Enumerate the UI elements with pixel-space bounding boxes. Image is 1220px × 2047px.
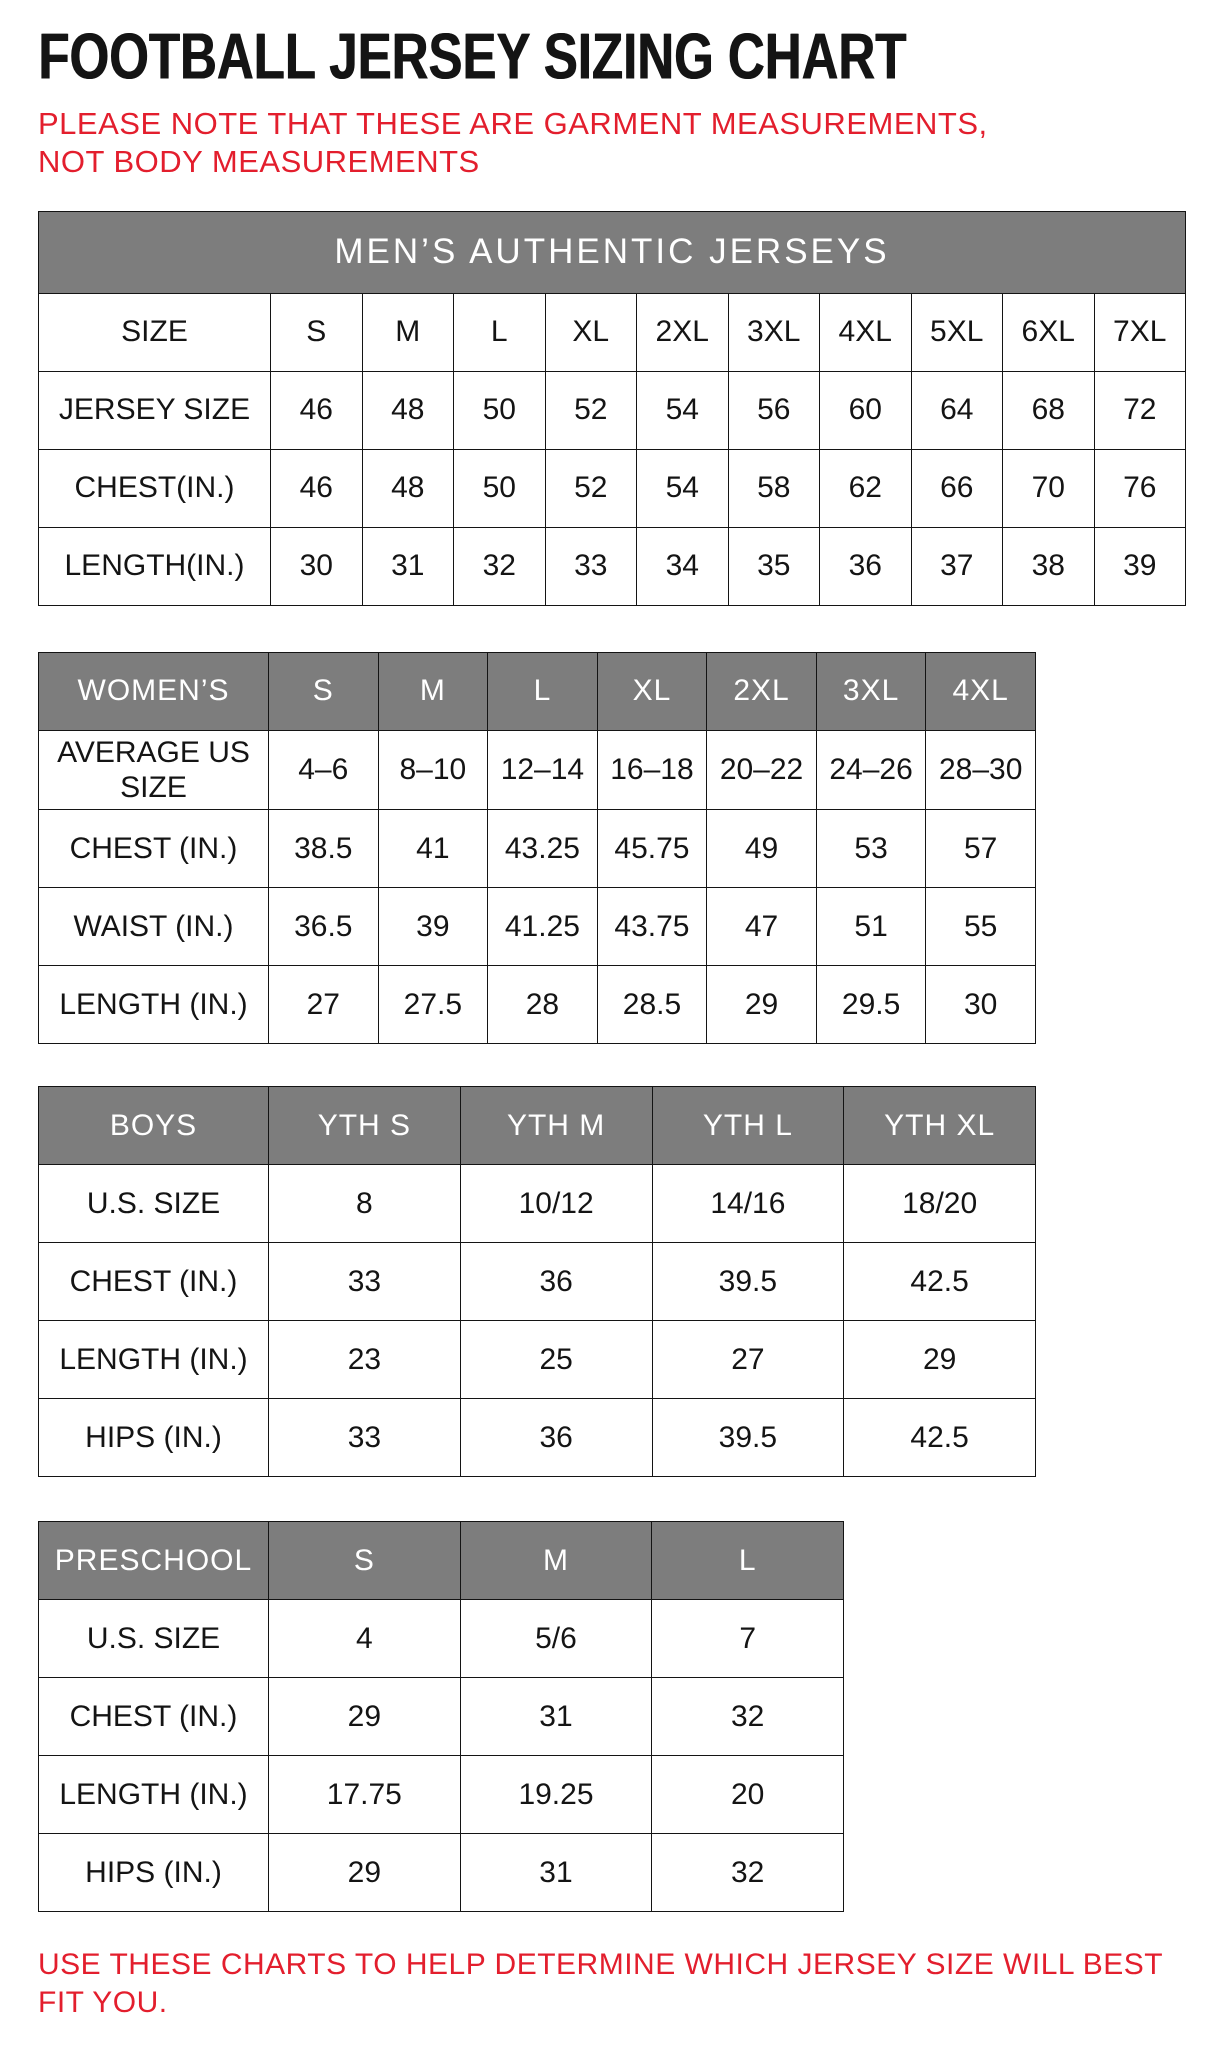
table-row bbox=[39, 1243, 1036, 1321]
page-title: FOOTBALL JERSEY SIZING CHART bbox=[38, 20, 907, 93]
data-cell: 16–18 bbox=[597, 730, 707, 810]
table-row bbox=[39, 1600, 844, 1678]
data-cell: S bbox=[271, 293, 363, 371]
data-cell: 6XL bbox=[1003, 293, 1095, 371]
data-cell: 20 bbox=[652, 1756, 844, 1834]
data-cell: 2XL bbox=[637, 293, 729, 371]
table-row bbox=[39, 1678, 844, 1756]
data-cell: 39.5 bbox=[652, 1399, 844, 1477]
row-label-cell: HIPS (IN.) bbox=[39, 1399, 269, 1477]
data-cell: 35 bbox=[728, 527, 820, 605]
banner-row bbox=[39, 211, 1186, 293]
data-cell: 4XL bbox=[820, 293, 912, 371]
data-cell: 33 bbox=[545, 527, 637, 605]
data-cell: L bbox=[454, 293, 546, 371]
data-cell: 45.75 bbox=[597, 810, 707, 888]
data-cell: 20–22 bbox=[707, 730, 817, 810]
data-cell: 33 bbox=[269, 1243, 461, 1321]
column-header-cell: XL bbox=[597, 652, 707, 730]
data-cell: 36 bbox=[460, 1399, 652, 1477]
data-cell: 7 bbox=[652, 1600, 844, 1678]
corner-header-cell: BOYS bbox=[39, 1087, 269, 1165]
table-row bbox=[39, 1399, 1036, 1477]
data-cell: 8–10 bbox=[378, 730, 488, 810]
preschool-table-section bbox=[38, 1521, 1180, 1912]
column-header-cell: 2XL bbox=[707, 652, 817, 730]
data-cell: 28.5 bbox=[597, 966, 707, 1044]
data-cell: 24–26 bbox=[816, 730, 926, 810]
data-cell: 27 bbox=[269, 966, 379, 1044]
data-cell: 41 bbox=[378, 810, 488, 888]
data-cell: 70 bbox=[1003, 449, 1095, 527]
data-cell: 37 bbox=[911, 527, 1003, 605]
table-row bbox=[39, 1165, 1036, 1243]
header-row bbox=[39, 1087, 1036, 1165]
data-cell: 33 bbox=[269, 1399, 461, 1477]
data-cell: 39 bbox=[378, 888, 488, 966]
data-cell: 72 bbox=[1094, 371, 1186, 449]
data-cell: 53 bbox=[816, 810, 926, 888]
preschool-sizing-table bbox=[38, 1521, 844, 1912]
data-cell: 23 bbox=[269, 1321, 461, 1399]
row-label-cell: SIZE bbox=[39, 293, 271, 371]
data-cell: 47 bbox=[707, 888, 817, 966]
data-cell: 29 bbox=[707, 966, 817, 1044]
data-cell: 43.75 bbox=[597, 888, 707, 966]
data-cell: 8 bbox=[269, 1165, 461, 1243]
row-label-cell: CHEST(IN.) bbox=[39, 449, 271, 527]
column-header-cell: S bbox=[269, 652, 379, 730]
data-cell: 58 bbox=[728, 449, 820, 527]
column-header-cell: M bbox=[378, 652, 488, 730]
data-cell: 46 bbox=[271, 371, 363, 449]
data-cell: 31 bbox=[460, 1678, 652, 1756]
row-label-cell: CHEST (IN.) bbox=[39, 810, 269, 888]
data-cell: 48 bbox=[362, 449, 454, 527]
data-cell: 31 bbox=[460, 1834, 652, 1912]
data-cell: 18/20 bbox=[844, 1165, 1036, 1243]
data-cell: 5/6 bbox=[460, 1600, 652, 1678]
data-cell: 36.5 bbox=[269, 888, 379, 966]
column-header-cell: S bbox=[269, 1522, 461, 1600]
data-cell: 5XL bbox=[911, 293, 1003, 371]
table-row bbox=[39, 810, 1036, 888]
row-label-cell: JERSEY SIZE bbox=[39, 371, 271, 449]
data-cell: 42.5 bbox=[844, 1399, 1036, 1477]
data-cell: 30 bbox=[926, 966, 1036, 1044]
column-header-cell: YTH S bbox=[269, 1087, 461, 1165]
data-cell: 68 bbox=[1003, 371, 1095, 449]
table-row bbox=[39, 293, 1186, 371]
table-row bbox=[39, 888, 1036, 966]
column-header-cell: 4XL bbox=[926, 652, 1036, 730]
table-row bbox=[39, 449, 1186, 527]
mens-table-section bbox=[38, 211, 1180, 606]
data-cell: 27 bbox=[652, 1321, 844, 1399]
boys-sizing-table bbox=[38, 1086, 1036, 1477]
data-cell: 39 bbox=[1094, 527, 1186, 605]
fit-advice-note: USE THESE CHARTS TO HELP DETERMINE WHICH JERSEY SIZE WILL BEST FIT YOU. bbox=[38, 1948, 1163, 2019]
mens-sizing-table bbox=[38, 211, 1186, 606]
corner-header-cell: WOMEN’S bbox=[39, 652, 269, 730]
row-label-cell: LENGTH (IN.) bbox=[39, 966, 269, 1044]
data-cell: 36 bbox=[820, 527, 912, 605]
data-cell: 30 bbox=[271, 527, 363, 605]
row-label-cell: LENGTH(IN.) bbox=[39, 527, 271, 605]
data-cell: 52 bbox=[545, 371, 637, 449]
data-cell: 50 bbox=[454, 371, 546, 449]
row-label-cell: LENGTH (IN.) bbox=[39, 1321, 269, 1399]
data-cell: 48 bbox=[362, 371, 454, 449]
row-label-cell: LENGTH (IN.) bbox=[39, 1756, 269, 1834]
header-row bbox=[39, 652, 1036, 730]
data-cell: M bbox=[362, 293, 454, 371]
row-label-cell: AVERAGE US SIZE bbox=[39, 730, 269, 810]
data-cell: 4–6 bbox=[269, 730, 379, 810]
data-cell: 28 bbox=[488, 966, 598, 1044]
data-cell: 29 bbox=[269, 1678, 461, 1756]
data-cell: 76 bbox=[1094, 449, 1186, 527]
data-cell: 19.25 bbox=[460, 1756, 652, 1834]
data-cell: 17.75 bbox=[269, 1756, 461, 1834]
data-cell: 54 bbox=[637, 371, 729, 449]
table-row bbox=[39, 1321, 1036, 1399]
data-cell: 4 bbox=[269, 1600, 461, 1678]
data-cell: 41.25 bbox=[488, 888, 598, 966]
data-cell: 66 bbox=[911, 449, 1003, 527]
garment-measurements-note: PLEASE NOTE THAT THESE ARE GARMENT MEASUREMENTS, NOT BODY MEASUREMENTS bbox=[38, 106, 988, 179]
data-cell: 52 bbox=[545, 449, 637, 527]
page-footer bbox=[38, 1946, 1180, 2021]
data-cell: 10/12 bbox=[460, 1165, 652, 1243]
data-cell: 31 bbox=[362, 527, 454, 605]
data-cell: 42.5 bbox=[844, 1243, 1036, 1321]
data-cell: 14/16 bbox=[652, 1165, 844, 1243]
data-cell: 60 bbox=[820, 371, 912, 449]
data-cell: 49 bbox=[707, 810, 817, 888]
data-cell: 50 bbox=[454, 449, 546, 527]
data-cell: 38.5 bbox=[269, 810, 379, 888]
data-cell: 62 bbox=[820, 449, 912, 527]
row-label-cell: CHEST (IN.) bbox=[39, 1678, 269, 1756]
row-label-cell: HIPS (IN.) bbox=[39, 1834, 269, 1912]
data-cell: 29.5 bbox=[816, 966, 926, 1044]
data-cell: 51 bbox=[816, 888, 926, 966]
table-row bbox=[39, 371, 1186, 449]
data-cell: 36 bbox=[460, 1243, 652, 1321]
data-cell: 29 bbox=[269, 1834, 461, 1912]
table-row bbox=[39, 1834, 844, 1912]
data-cell: 27.5 bbox=[378, 966, 488, 1044]
data-cell: 12–14 bbox=[488, 730, 598, 810]
row-label-cell: CHEST (IN.) bbox=[39, 1243, 269, 1321]
page-header bbox=[38, 16, 1180, 181]
data-cell: 32 bbox=[454, 527, 546, 605]
data-cell: 28–30 bbox=[926, 730, 1036, 810]
column-header-cell: 3XL bbox=[816, 652, 926, 730]
row-label-cell: WAIST (IN.) bbox=[39, 888, 269, 966]
table-row bbox=[39, 966, 1036, 1044]
table-row bbox=[39, 527, 1186, 605]
data-cell: 38 bbox=[1003, 527, 1095, 605]
table-row bbox=[39, 1756, 844, 1834]
column-header-cell: YTH XL bbox=[844, 1087, 1036, 1165]
data-cell: 39.5 bbox=[652, 1243, 844, 1321]
data-cell: 34 bbox=[637, 527, 729, 605]
table-row bbox=[39, 730, 1036, 810]
data-cell: 64 bbox=[911, 371, 1003, 449]
data-cell: 29 bbox=[844, 1321, 1036, 1399]
table-banner: MEN’S AUTHENTIC JERSEYS bbox=[39, 211, 1186, 293]
row-label-cell: U.S. SIZE bbox=[39, 1600, 269, 1678]
womens-table-section bbox=[38, 652, 1180, 1045]
data-cell: 46 bbox=[271, 449, 363, 527]
column-header-cell: L bbox=[652, 1522, 844, 1600]
boys-table-section bbox=[38, 1086, 1180, 1477]
header-row bbox=[39, 1522, 844, 1600]
row-label-cell: U.S. SIZE bbox=[39, 1165, 269, 1243]
corner-header-cell: PRESCHOOL bbox=[39, 1522, 269, 1600]
data-cell: 3XL bbox=[728, 293, 820, 371]
data-cell: 32 bbox=[652, 1834, 844, 1912]
data-cell: 32 bbox=[652, 1678, 844, 1756]
data-cell: XL bbox=[545, 293, 637, 371]
data-cell: 54 bbox=[637, 449, 729, 527]
data-cell: 56 bbox=[728, 371, 820, 449]
column-header-cell: L bbox=[488, 652, 598, 730]
data-cell: 57 bbox=[926, 810, 1036, 888]
data-cell: 55 bbox=[926, 888, 1036, 966]
womens-sizing-table bbox=[38, 652, 1036, 1045]
column-header-cell: YTH L bbox=[652, 1087, 844, 1165]
data-cell: 7XL bbox=[1094, 293, 1186, 371]
data-cell: 43.25 bbox=[488, 810, 598, 888]
column-header-cell: YTH M bbox=[460, 1087, 652, 1165]
column-header-cell: M bbox=[460, 1522, 652, 1600]
data-cell: 25 bbox=[460, 1321, 652, 1399]
